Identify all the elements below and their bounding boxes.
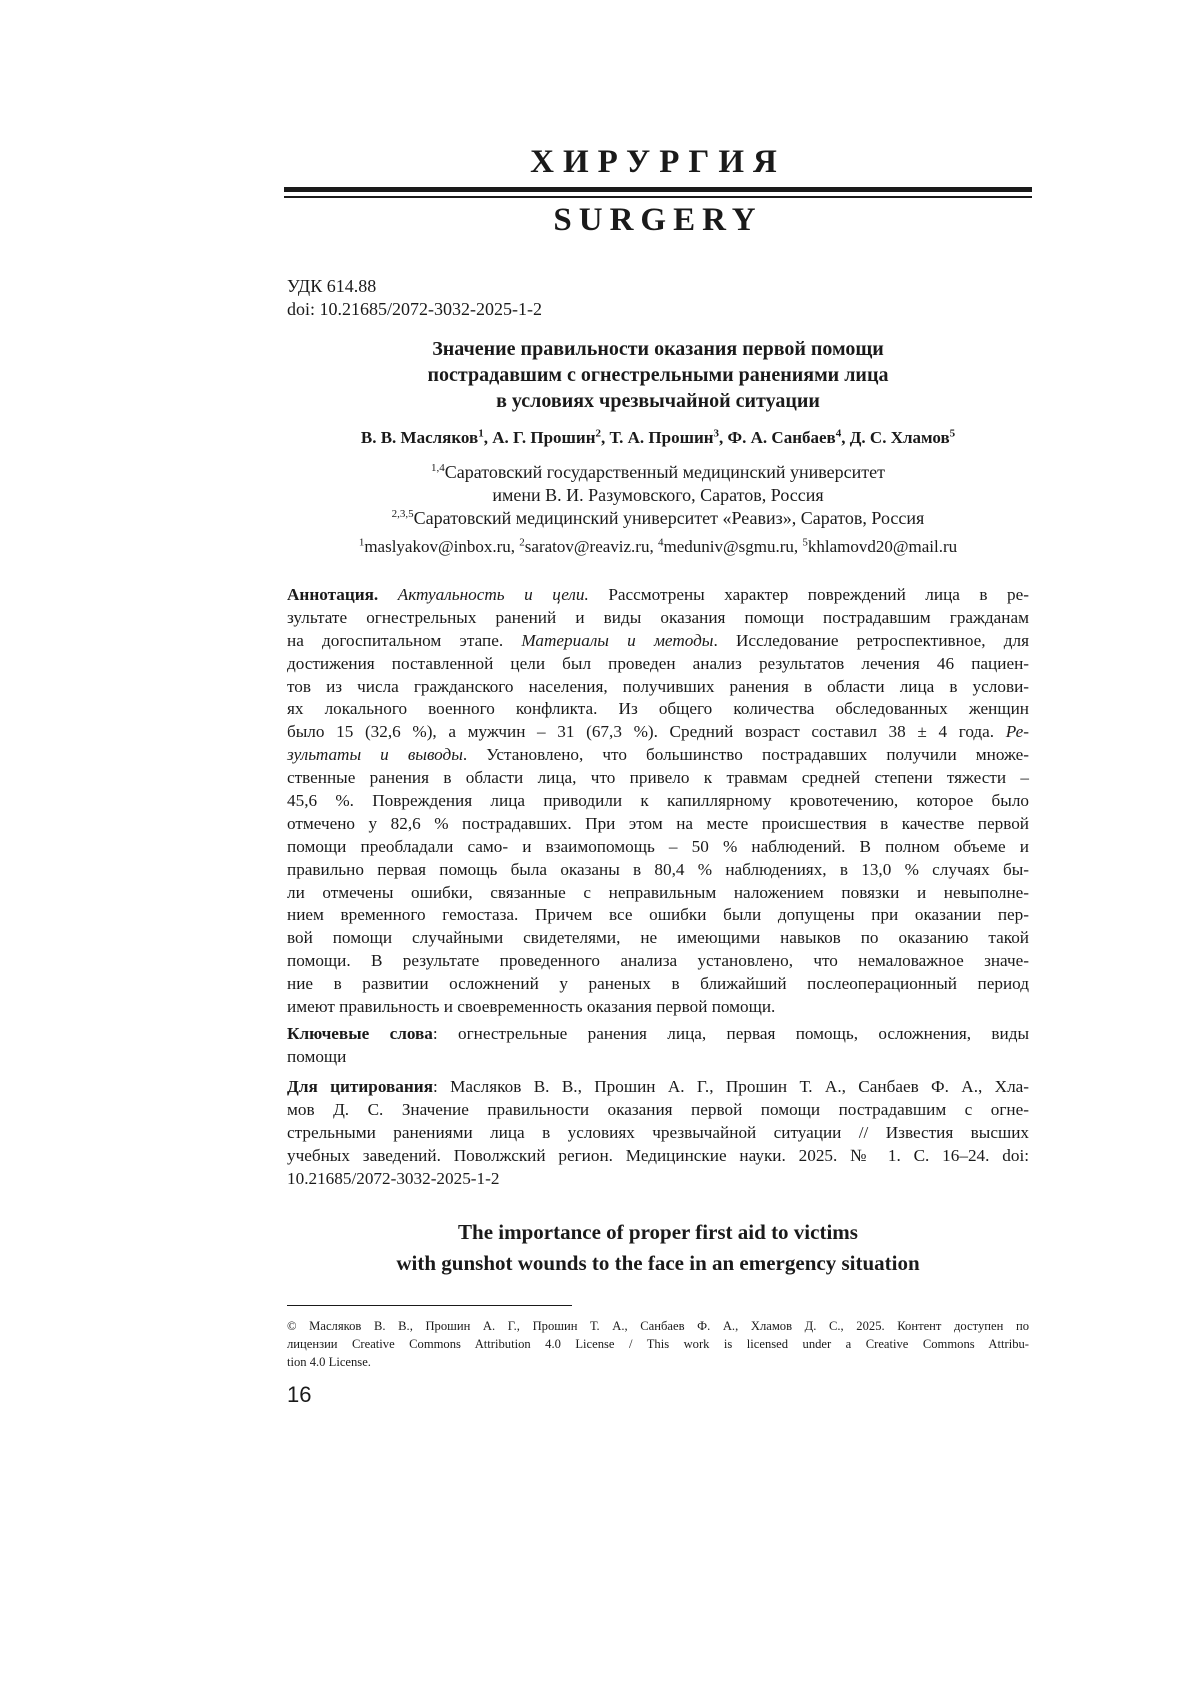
doi-line: doi: 10.21685/2072-3032-2025-1-2: [287, 299, 542, 319]
text-run: на догоспитальном этапе.: [287, 630, 522, 650]
footnote-divider: [287, 1305, 572, 1306]
italic-heading: Актуальность и цели.: [397, 585, 589, 604]
text-line: [287, 790, 1029, 813]
author-affiliation-mark: 4: [835, 427, 842, 440]
author-affiliation-mark: 3: [713, 427, 720, 440]
affiliation-line: [287, 507, 1029, 530]
text-line: [287, 950, 1029, 973]
author-affiliation-mark: 1: [478, 427, 484, 440]
affiliation-mark: 1,4: [431, 462, 445, 474]
bold-label: Ключевые слова: [287, 1024, 433, 1043]
affiliation-text: имени В. И. Разумовского, Саратов, Россия: [492, 485, 824, 505]
text-line: [287, 767, 1029, 790]
text-run: стрельными ранениями лица в условиях чрезвычайной ситуации // Известия высших: [287, 1122, 1029, 1142]
text-run: правильно первая помощь была оказаны в 80,4 % наблюдениях, в 13,0 % случаях бы-: [287, 859, 1029, 879]
text-line: [287, 653, 1029, 676]
text-run: мов Д. С. Значение правильности оказания первой помощи пострадавшим с огне-: [287, 1099, 1029, 1119]
section-divider-thick: [284, 187, 1032, 192]
article-meta: [287, 275, 542, 321]
section-title-ru: ХИРУРГИЯ: [530, 144, 786, 180]
author-affiliation-mark: 2: [595, 427, 601, 440]
text-line: [287, 698, 1029, 721]
keywords: [287, 1023, 1029, 1069]
title-en-line: with gunshot wounds to the face in an emergency situation: [396, 1251, 920, 1275]
text-line: [287, 859, 1029, 882]
text-run: отмечено у 82,6 % пострадавших. При этом на месте происшествия в качестве первой: [287, 813, 1029, 833]
section-divider-thin: [284, 196, 1032, 198]
footnote-line: лицензии Creative Commons Attribution 4.0 License / This work is licensed under a Creative Commons Attribu-: [287, 1337, 1029, 1351]
affiliation-text: Саратовский государственный медицинский университет: [444, 462, 885, 482]
author-name: Ф. А. Санбаев: [727, 428, 836, 447]
text-run: вой помощи случайными свидетелями, не имеющими навыков по оказанию такой: [287, 928, 1029, 948]
text-line: [287, 1122, 1029, 1145]
text-line: [287, 676, 1029, 699]
text-line: [287, 1076, 1029, 1099]
text-line: [287, 904, 1029, 927]
footnote-line: tion 4.0 License.: [287, 1355, 371, 1369]
text-run: было 15 (32,6 %), а мужчин – 31 (67,3 %). Средний возраст составил 38 ± 4 года.: [287, 722, 1006, 742]
abstract: [287, 584, 1029, 1019]
text-run: ях локального военного конфликта. Из общего количества обследованных женщин: [287, 699, 1029, 719]
text-line: [287, 836, 1029, 859]
text-run: учебных заведений. Поволжский регион. Медицинские науки. 2025. № 1. С. 16–24. doi:: [287, 1145, 1029, 1165]
text-line: [287, 813, 1029, 836]
author-name: В. В. Масляков: [360, 428, 479, 447]
title-ru-line: пострадавшим с огнестрельными ранениями лица: [427, 364, 889, 386]
text-line: [287, 721, 1029, 744]
affiliation-line: [287, 484, 1029, 507]
author-affiliation-mark: 5: [949, 427, 956, 440]
email-address[interactable]: saratov@reaviz.ru: [524, 537, 650, 556]
section-title-en: SURGERY: [553, 202, 763, 238]
bold-label: Аннотация.: [287, 585, 379, 604]
text-run: : Масляков В. В., Прошин А. Г., Прошин Т. А., Санбаев Ф. А., Хла-: [433, 1077, 1030, 1096]
title-ru-line: Значение правильности оказания первой помощи: [432, 338, 884, 360]
bold-label: Для цитирования: [287, 1077, 433, 1096]
text-line: [287, 1046, 1029, 1069]
affiliation-text: Саратовский медицинский университет «Реавиз», Саратов, Россия: [413, 508, 925, 528]
italic-heading: Ре-: [1005, 722, 1029, 742]
text-run: зультате огнестрельных ранений и виды оказания помощи пострадавшим гражданам: [287, 607, 1029, 627]
footnote-line: © Масляков В. В., Прошин А. Г., Прошин Т. А., Санбаев Ф. А., Хламов Д. С., 2025. Контент доступен по: [287, 1319, 1029, 1333]
text-line: [287, 1099, 1029, 1122]
text-line: [287, 1168, 1029, 1191]
text-line: [287, 927, 1029, 950]
text-run: : огнестрельные ранения лица, первая помощь, осложнения, виды: [432, 1024, 1029, 1043]
text-line: [287, 973, 1029, 996]
affiliation-line: [287, 461, 1029, 484]
text-line: [287, 607, 1029, 630]
author-name: Т. А. Прошин: [609, 428, 714, 447]
text-run: Рассмотрены характер повреждений лица в ре-: [588, 585, 1029, 604]
text-run: . Исследование ретроспективное, для: [713, 630, 1029, 650]
author-emails: $^1$maslyakov@inbox.ru, $^2$saratov@reaviz.ru, $^4$meduniv@sgmu.ru, $^5$khlamovd20@mail.ru: [358, 536, 958, 556]
article-title-ru: [287, 336, 1029, 414]
text-run: нием временного гемостаза. Причем все ошибки были допущены при оказании пер-: [287, 905, 1029, 925]
email-mark: 4: [657, 536, 664, 549]
citation: [287, 1076, 1029, 1190]
title-en-line: The importance of proper first aid to victims: [458, 1220, 858, 1244]
page-number: 16: [287, 1382, 312, 1407]
email-address[interactable]: khlamovd20@mail.ru: [807, 537, 958, 556]
text-run: тов из числа гражданского населения, получивших ранения в области лица в услови-: [287, 676, 1029, 696]
author-list: В. В. Масляков$^1$, А. Г. Прошин$^2$, Т. А. Прошин$^3$, Ф. А. Санбаев$^4$, Д. С. Хламов$^5$: [360, 427, 956, 447]
text-run: помощи преобладали само- и взаимопомощь – 50 % наблюдений. В полном объеме и: [287, 836, 1029, 856]
copyright-footnote: [287, 1317, 1029, 1371]
italic-heading: Материалы и методы: [521, 630, 714, 650]
text-line: [287, 1145, 1029, 1168]
text-run: 45,6 %. Повреждения лица приводили к капиллярному кровотечению, которое было: [287, 791, 1029, 811]
text-run: помощи. В результате проведенного анализа установлено, что немаловажное значе-: [287, 951, 1029, 971]
text-line: [287, 1023, 1029, 1046]
author-name: Д. С. Хламов: [849, 428, 950, 447]
text-run: ние в развитии осложнений у раненых в ближайший послеоперационный период: [287, 974, 1029, 994]
text-run: достижения поставленной цели был проведен анализ результатов лечения 46 пациен-: [287, 653, 1029, 673]
affiliations: [287, 461, 1029, 530]
text-line: [287, 630, 1029, 653]
italic-heading: зультаты и выводы: [287, 745, 463, 765]
email-address[interactable]: meduniv@sgmu.ru: [663, 537, 794, 556]
text-run: помощи: [287, 1046, 347, 1066]
email-mark: 1: [358, 536, 365, 549]
text-line: [287, 996, 1029, 1019]
title-ru-line: в условиях чрезвычайной ситуации: [496, 390, 820, 412]
email-mark: 5: [802, 536, 808, 549]
email-address[interactable]: maslyakov@inbox.ru: [364, 537, 511, 556]
text-run: ственные ранения в области лица, что привело к травмам средней степени тяжести –: [287, 768, 1029, 788]
text-line: [287, 744, 1029, 767]
affiliation-mark: 2,3,5: [391, 508, 414, 520]
text-run: 10.21685/2072-3032-2025-1-2: [287, 1168, 500, 1188]
text-run: [378, 585, 398, 604]
text-run: ли отмечены ошибки, связанные с неправильным наложением повязки и невыполне-: [287, 882, 1029, 902]
text-line: [287, 584, 1029, 607]
udk-code: УДК 614.88: [287, 276, 377, 296]
author-name: А. Г. Прошин: [492, 428, 596, 447]
article-title-en: [287, 1217, 1029, 1279]
text-run: . Установлено, что большинство пострадавших получили множе-: [462, 745, 1029, 765]
text-line: [287, 882, 1029, 905]
text-run: имеют правильность и своевременность оказания первой помощи.: [287, 997, 776, 1017]
email-mark: 2: [519, 536, 525, 549]
